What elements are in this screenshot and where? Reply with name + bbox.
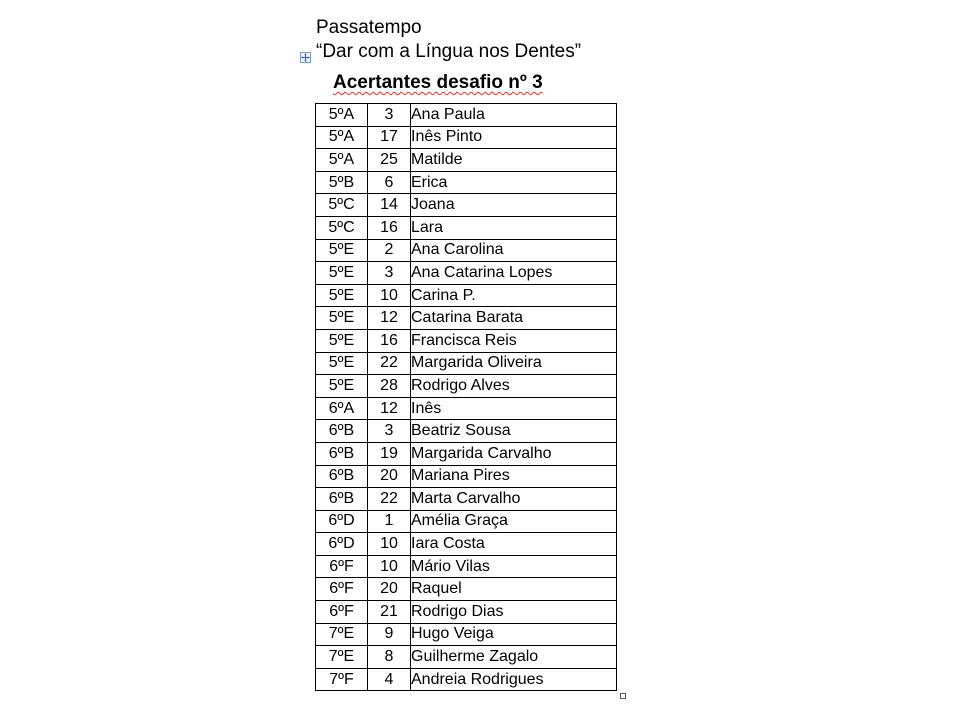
number-cell: 12 <box>368 397 411 420</box>
class-cell: 5ºE <box>316 329 368 352</box>
class-cell: 6ºB <box>316 442 368 465</box>
name-cell: Guilherme Zagalo <box>411 646 617 669</box>
table-row <box>316 216 617 239</box>
name-cell: Erica <box>411 171 617 194</box>
number-cell: 2 <box>368 239 411 262</box>
class-cell: 5ºA <box>316 104 368 127</box>
title-line-1: Passatempo <box>316 17 422 38</box>
class-cell: 5ºE <box>316 262 368 285</box>
class-cell: 5ºA <box>316 149 368 172</box>
class-cell: 6ºF <box>316 601 368 624</box>
number-cell: 21 <box>368 601 411 624</box>
number-cell: 3 <box>368 104 411 127</box>
number-cell: 22 <box>368 352 411 375</box>
number-cell: 20 <box>368 465 411 488</box>
class-cell: 6ºB <box>316 465 368 488</box>
name-cell: Rodrigo Dias <box>411 601 617 624</box>
name-cell: Lara <box>411 216 617 239</box>
name-cell: Iara Costa <box>411 533 617 556</box>
name-cell: Matilde <box>411 149 617 172</box>
number-cell: 10 <box>368 555 411 578</box>
table-row <box>316 194 617 217</box>
table-row <box>316 352 617 375</box>
challenge-subtitle: Acertantes desafio nº 3 <box>333 72 543 93</box>
number-cell: 10 <box>368 533 411 556</box>
name-cell: Marta Carvalho <box>411 488 617 511</box>
number-cell: 12 <box>368 307 411 330</box>
table-row <box>316 239 617 262</box>
number-cell: 20 <box>368 578 411 601</box>
name-cell: Inês <box>411 397 617 420</box>
title-line-2: “Dar com a Língua nos Dentes” <box>316 41 582 62</box>
table-row <box>316 126 617 149</box>
table-row <box>316 104 617 127</box>
table-row <box>316 555 617 578</box>
name-cell: Beatriz Sousa <box>411 420 617 443</box>
table-row <box>316 329 617 352</box>
table-row <box>316 578 617 601</box>
name-cell: Margarida Oliveira <box>411 352 617 375</box>
table-row <box>316 646 617 669</box>
table-row <box>316 442 617 465</box>
number-cell: 3 <box>368 420 411 443</box>
class-cell: 5ºC <box>316 216 368 239</box>
table-row <box>316 510 617 533</box>
resize-square-icon[interactable] <box>620 693 626 699</box>
number-cell: 6 <box>368 171 411 194</box>
name-cell: Joana <box>411 194 617 217</box>
name-cell: Andreia Rodrigues <box>411 668 617 691</box>
class-cell: 6ºF <box>316 555 368 578</box>
class-cell: 5ºE <box>316 239 368 262</box>
name-cell: Ana Catarina Lopes <box>411 262 617 285</box>
class-cell: 6ºB <box>316 488 368 511</box>
number-cell: 25 <box>368 149 411 172</box>
table-row <box>316 668 617 691</box>
number-cell: 1 <box>368 510 411 533</box>
class-cell: 6ºF <box>316 578 368 601</box>
name-cell: Amélia Graça <box>411 510 617 533</box>
number-cell: 4 <box>368 668 411 691</box>
name-cell: Catarina Barata <box>411 307 617 330</box>
class-cell: 5ºE <box>316 284 368 307</box>
class-cell: 6ºD <box>316 533 368 556</box>
name-cell: Inês Pinto <box>411 126 617 149</box>
name-cell: Hugo Veiga <box>411 623 617 646</box>
class-cell: 7ºE <box>316 646 368 669</box>
class-cell: 5ºA <box>316 126 368 149</box>
winners-table <box>315 103 617 691</box>
table-row <box>316 623 617 646</box>
document-heading <box>316 16 581 64</box>
name-cell: Ana Paula <box>411 104 617 127</box>
number-cell: 17 <box>368 126 411 149</box>
table-row <box>316 149 617 172</box>
number-cell: 22 <box>368 488 411 511</box>
class-cell: 7ºF <box>316 668 368 691</box>
name-cell: Francisca Reis <box>411 329 617 352</box>
table-row <box>316 262 617 285</box>
winners-table-body <box>316 104 617 691</box>
number-cell: 9 <box>368 623 411 646</box>
class-cell: 5ºE <box>316 307 368 330</box>
class-cell: 6ºB <box>316 420 368 443</box>
table-row <box>316 171 617 194</box>
name-cell: Margarida Carvalho <box>411 442 617 465</box>
table-row <box>316 488 617 511</box>
number-cell: 3 <box>368 262 411 285</box>
name-cell: Carina P. <box>411 284 617 307</box>
number-cell: 10 <box>368 284 411 307</box>
class-cell: 5ºE <box>316 352 368 375</box>
number-cell: 28 <box>368 375 411 398</box>
name-cell: Ana Carolina <box>411 239 617 262</box>
name-cell: Rodrigo Alves <box>411 375 617 398</box>
class-cell: 5ºE <box>316 375 368 398</box>
number-cell: 8 <box>368 646 411 669</box>
move-arrows-icon[interactable] <box>300 52 311 63</box>
number-cell: 14 <box>368 194 411 217</box>
class-cell: 6ºD <box>316 510 368 533</box>
class-cell: 7ºE <box>316 623 368 646</box>
table-row <box>316 465 617 488</box>
table-row <box>316 533 617 556</box>
class-cell: 6ºA <box>316 397 368 420</box>
table-row <box>316 307 617 330</box>
table-row <box>316 375 617 398</box>
class-cell: 5ºB <box>316 171 368 194</box>
table-row <box>316 601 617 624</box>
class-cell: 5ºC <box>316 194 368 217</box>
number-cell: 16 <box>368 216 411 239</box>
number-cell: 16 <box>368 329 411 352</box>
table-row <box>316 284 617 307</box>
number-cell: 19 <box>368 442 411 465</box>
name-cell: Mariana Pires <box>411 465 617 488</box>
table-row <box>316 420 617 443</box>
name-cell: Raquel <box>411 578 617 601</box>
name-cell: Mário Vilas <box>411 555 617 578</box>
table-row <box>316 397 617 420</box>
